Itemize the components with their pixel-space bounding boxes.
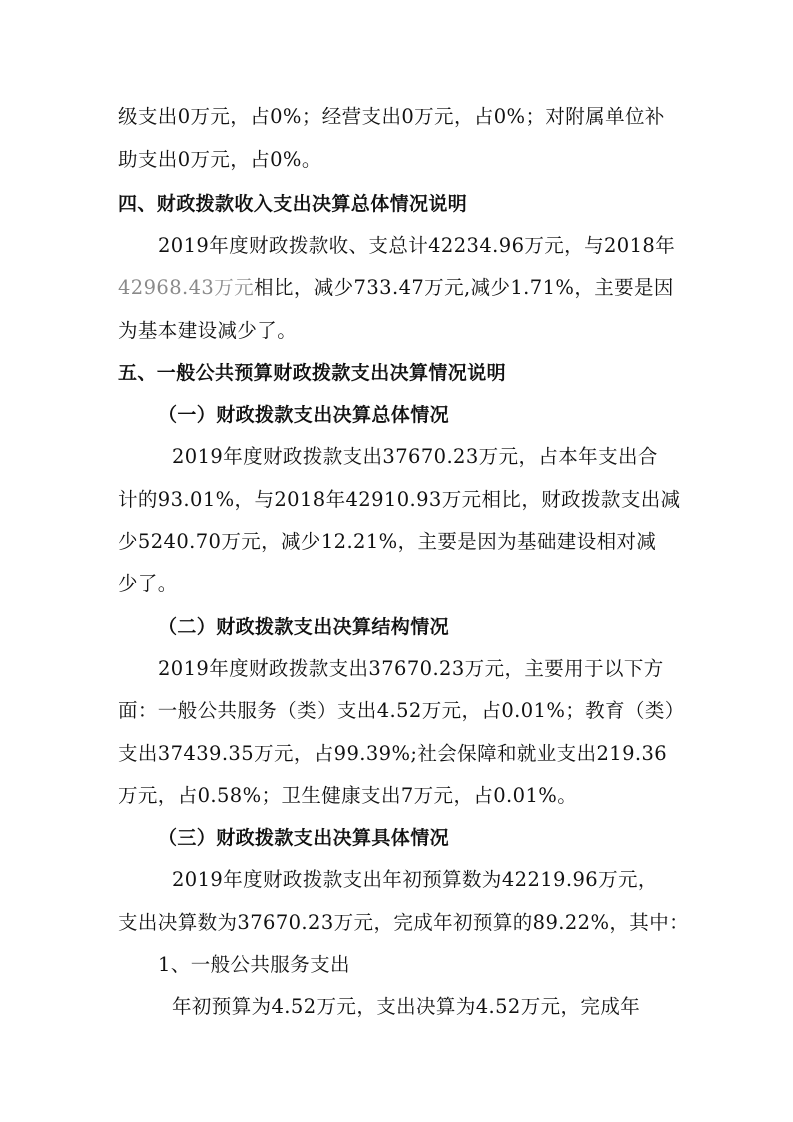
paragraph-line: 年初预算为4.52万元，支出决算为4.52万元，完成年 xyxy=(172,995,641,1018)
paragraph-line: 少5240.70万元，减少12.21%，主要是因为基础建设相对减 xyxy=(118,530,657,553)
paragraph-text: 相比，减少733.47万元,减少1.71%，主要是因 xyxy=(254,276,674,299)
paragraph-line: 2019年度财政拨款收、支总计42234.96万元，与2018年 xyxy=(158,234,676,257)
subsection-heading-2: （二）财政拨款支出决算结构情况 xyxy=(158,616,450,638)
paragraph-line: 2019年度财政拨款支出37670.23万元，主要用于以下方 xyxy=(158,657,664,680)
paragraph-line: 少了。 xyxy=(118,572,178,595)
subsection-heading-1: （一）财政拨款支出决算总体情况 xyxy=(158,404,450,426)
paragraph-line: 计的93.01%，与2018年42910.93万元相比，财政拨款支出减 xyxy=(118,488,681,511)
paragraph-line xyxy=(118,275,674,301)
paragraph-line: 万元，占0.58%；卫生健康支出7万元，占0.01%。 xyxy=(118,784,578,807)
paragraph-line: 助支出0万元，占0%。 xyxy=(118,148,322,171)
list-item-heading: 1、一般公共服务支出 xyxy=(158,953,350,976)
section-heading-5: 五、一般公共预算财政拨款支出决算情况说明 xyxy=(118,362,507,384)
section-heading-4: 四、财政拨款收入支出决算总体情况说明 xyxy=(118,193,468,215)
paragraph-line: 支出37439.35万元，占99.39%;社会保障和就业支出219.36 xyxy=(118,742,668,765)
paragraph-line: 2019年度财政拨款支出年初预算数为42219.96万元， xyxy=(172,868,658,891)
paragraph-line: 2019年度财政拨款支出37670.23万元，占本年支出合 xyxy=(172,445,658,468)
subsection-heading-3: （三）财政拨款支出决算具体情况 xyxy=(158,827,450,849)
highlighted-amount: 42968.43万元 xyxy=(118,276,255,299)
paragraph-line: 级支出0万元，占0%；经营支出0万元，占0%；对附属单位补 xyxy=(118,105,665,128)
paragraph-line: 支出决算数为37670.23万元，完成年初预算的89.22%，其中： xyxy=(118,911,689,934)
paragraph-line: 面：一般公共服务（类）支出4.52万元，占0.01%；教育（类） xyxy=(118,699,685,722)
paragraph-line: 为基本建设减少了。 xyxy=(118,319,298,342)
